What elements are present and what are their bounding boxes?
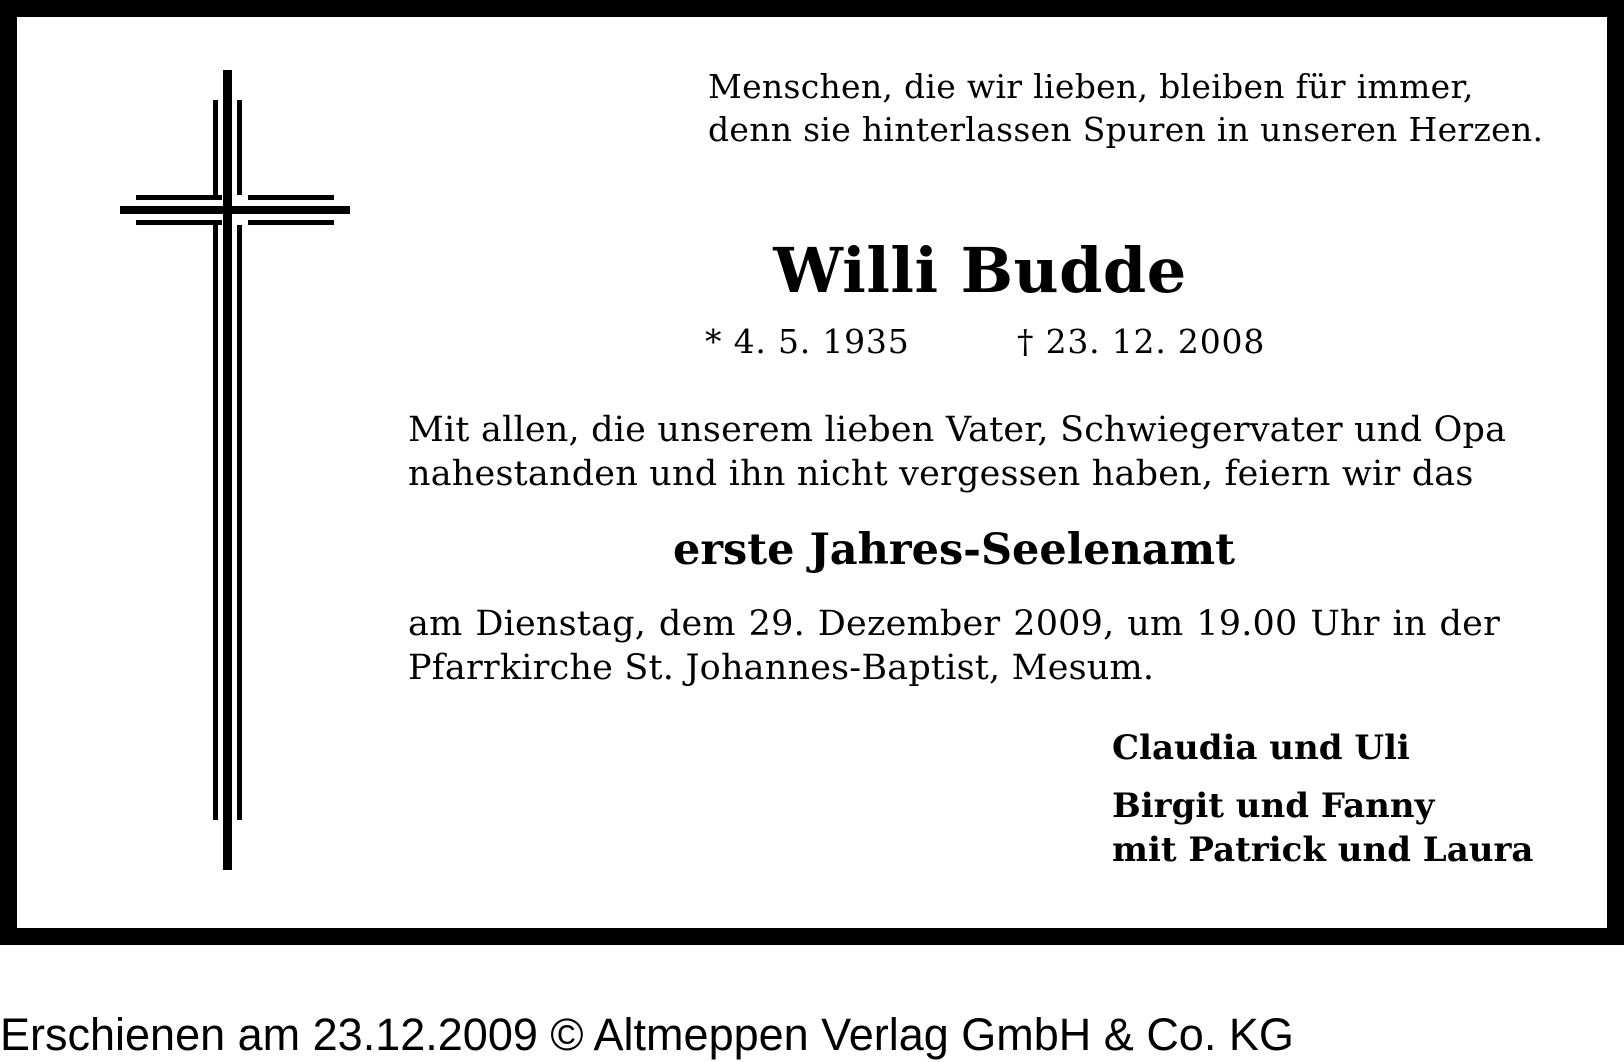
signature-claudia-uli: Claudia und Uli [1112, 728, 1410, 768]
service-details-line-2: Pfarrkirche St. Johannes-Baptist, Mesum. [408, 648, 1155, 688]
birth-date: * 4. 5. 1935 [705, 322, 910, 361]
intro-text-line-2: nahestanden und ihn nicht vergessen haben, feiern wir das [408, 454, 1474, 494]
death-date: † 23. 12. 2008 [1017, 322, 1266, 361]
deceased-name: Willi Budde [773, 234, 1187, 307]
signature-patrick-laura: mit Patrick und Laura [1112, 830, 1534, 870]
memorial-motto-line-2: denn sie hinterlassen Spuren in unseren Herzen. [708, 110, 1544, 149]
memorial-service-title: erste Jahres-Seelenamt [673, 525, 1235, 575]
signature-birgit-fanny: Birgit und Fanny [1112, 786, 1435, 826]
service-details-line-1: am Dienstag, dem 29. Dezember 2009, um 19.00 Uhr in der [408, 604, 1500, 644]
intro-text-line-1: Mit allen, die unserem lieben Vater, Schwiegervater und Opa [408, 410, 1507, 450]
publication-footer: Erschienen am 23.12.2009 © Altmeppen Verlag GmbH & Co. KG [0, 1009, 1294, 1060]
cross-icon [120, 70, 355, 870]
memorial-motto-line-1: Menschen, die wir lieben, bleiben für immer, [708, 67, 1474, 106]
